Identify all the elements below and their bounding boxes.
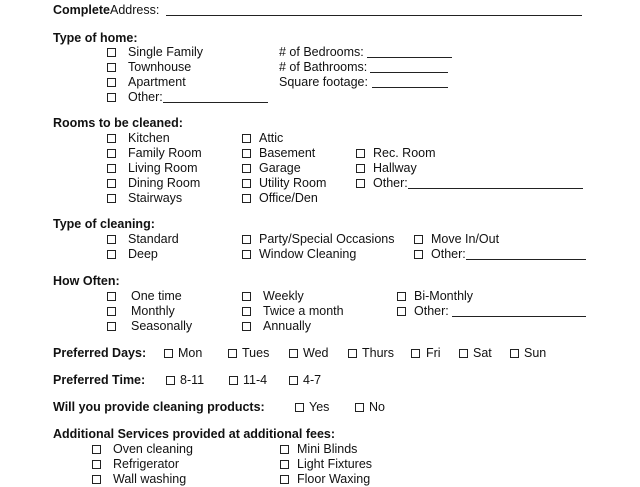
square-footage-label: Square footage: (279, 75, 368, 89)
checkbox-sat[interactable] (459, 349, 468, 358)
home-heading: Type of home: (53, 31, 138, 45)
checkbox-oven-cleaning[interactable] (92, 445, 101, 454)
checkbox-11-4[interactable] (229, 376, 238, 385)
bathrooms-field[interactable] (370, 72, 448, 73)
time-11-4: 11-4 (243, 373, 268, 387)
day-tues: Tues (242, 346, 270, 360)
checkbox-fri[interactable] (411, 349, 420, 358)
square-footage-field[interactable] (372, 87, 448, 88)
checkbox-single-family[interactable] (107, 48, 116, 57)
checkbox-seasonally[interactable] (107, 322, 116, 331)
checkbox-party[interactable] (242, 235, 251, 244)
checkbox-8-11[interactable] (166, 376, 175, 385)
day-wed: Wed (303, 346, 329, 360)
checkbox-often-other[interactable] (397, 307, 406, 316)
checkbox-yes[interactable] (295, 403, 304, 412)
checkbox-stairways[interactable] (107, 194, 116, 203)
checkbox-weekly[interactable] (242, 292, 251, 301)
rooms-heading: Rooms to be cleaned: (53, 116, 183, 130)
checkbox-mini-blinds[interactable] (280, 445, 289, 454)
opt-townhouse: Townhouse (128, 60, 192, 74)
often-twice-month: Twice a month (263, 304, 344, 318)
often-bi-monthly: Bi-Monthly (414, 289, 474, 303)
often-other: Other: (414, 304, 449, 318)
cleaning-heading: Type of cleaning: (53, 217, 155, 231)
often-annually: Annually (263, 319, 311, 333)
cleaning-move: Move In/Out (431, 232, 500, 246)
products-no: No (369, 400, 385, 414)
checkbox-living-room[interactable] (107, 164, 116, 173)
address-label-bold: Complete (53, 3, 110, 17)
opt-home-other: Other: (128, 90, 163, 104)
often-seasonally: Seasonally (131, 319, 193, 333)
room-living-room: Living Room (128, 161, 198, 175)
often-other-field[interactable] (452, 316, 586, 317)
home-other-field[interactable] (163, 102, 268, 103)
checkbox-mon[interactable] (164, 349, 173, 358)
day-sat: Sat (473, 346, 492, 360)
room-attic: Attic (259, 131, 284, 145)
checkbox-hallway[interactable] (356, 164, 365, 173)
checkbox-twice-month[interactable] (242, 307, 251, 316)
checkbox-4-7[interactable] (289, 376, 298, 385)
room-garage: Garage (259, 161, 301, 175)
checkbox-dining-room[interactable] (107, 179, 116, 188)
checkbox-wed[interactable] (289, 349, 298, 358)
checkbox-standard[interactable] (107, 235, 116, 244)
checkbox-light-fixtures[interactable] (280, 460, 289, 469)
services-heading: Additional Services provided at additional fees: (53, 427, 336, 441)
days-heading: Preferred Days: (53, 346, 147, 360)
checkbox-family-room[interactable] (107, 149, 116, 158)
bedrooms-field[interactable] (367, 57, 452, 58)
time-8-11: 8-11 (180, 373, 205, 387)
checkbox-office-den[interactable] (242, 194, 251, 203)
address-label: Address: (110, 3, 160, 17)
day-thurs: Thurs (362, 346, 394, 360)
cleaning-other-field[interactable] (466, 259, 586, 260)
checkbox-no[interactable] (355, 403, 364, 412)
cleaning-standard: Standard (128, 232, 179, 246)
often-monthly: Monthly (131, 304, 175, 318)
opt-apartment: Apartment (128, 75, 186, 89)
checkbox-utility-room[interactable] (242, 179, 251, 188)
checkbox-room-other[interactable] (356, 179, 365, 188)
time-4-7: 4-7 (303, 373, 322, 387)
bedrooms-label: # of Bedrooms: (279, 45, 364, 59)
cleaning-window: Window Cleaning (259, 247, 357, 261)
checkbox-sun[interactable] (510, 349, 519, 358)
often-heading: How Often: (53, 274, 120, 288)
checkbox-refrigerator[interactable] (92, 460, 101, 469)
room-rec-room: Rec. Room (373, 146, 436, 160)
service-floor-waxing: Floor Waxing (297, 472, 371, 486)
room-other-field[interactable] (408, 188, 583, 189)
day-sun: Sun (524, 346, 547, 360)
room-utility-room: Utility Room (259, 176, 327, 190)
cleaning-other: Other: (431, 247, 466, 261)
checkbox-deep[interactable] (107, 250, 116, 259)
checkbox-apartment[interactable] (107, 78, 116, 87)
service-mini-blinds: Mini Blinds (297, 442, 358, 456)
room-dining-room: Dining Room (128, 176, 201, 190)
checkbox-cleaning-other[interactable] (414, 250, 423, 259)
checkbox-home-other[interactable] (107, 93, 116, 102)
often-weekly: Weekly (263, 289, 304, 303)
day-fri: Fri (426, 346, 441, 360)
checkbox-thurs[interactable] (348, 349, 357, 358)
checkbox-bi-monthly[interactable] (397, 292, 406, 301)
checkbox-townhouse[interactable] (107, 63, 116, 72)
cleaning-party: Party/Special Occasions (259, 232, 395, 246)
service-wall-washing: Wall washing (113, 472, 187, 486)
room-office-den: Office/Den (259, 191, 318, 205)
often-one-time: One time (131, 289, 182, 303)
cleaning-deep: Deep (128, 247, 158, 261)
checkbox-window-cleaning[interactable] (242, 250, 251, 259)
products-yes: Yes (309, 400, 330, 414)
service-refrigerator: Refrigerator (113, 457, 179, 471)
room-other: Other: (373, 176, 408, 190)
checkbox-tues[interactable] (228, 349, 237, 358)
bathrooms-label: # of Bathrooms: (279, 60, 368, 74)
address-field[interactable] (166, 15, 582, 16)
checkbox-rec-room[interactable] (356, 149, 365, 158)
room-family-room: Family Room (128, 146, 202, 160)
service-light-fixtures: Light Fixtures (297, 457, 373, 471)
checkbox-one-time[interactable] (107, 292, 116, 301)
checkbox-move-in-out[interactable] (414, 235, 423, 244)
service-oven-cleaning: Oven cleaning (113, 442, 193, 456)
time-heading: Preferred Time: (53, 373, 146, 387)
room-hallway: Hallway (373, 161, 417, 175)
opt-single-family: Single Family (128, 45, 204, 59)
checkbox-basement[interactable] (242, 149, 251, 158)
products-heading: Will you provide cleaning products: (53, 400, 265, 414)
room-basement: Basement (259, 146, 316, 160)
checkbox-attic[interactable] (242, 134, 251, 143)
checkbox-garage[interactable] (242, 164, 251, 173)
checkbox-annually[interactable] (242, 322, 251, 331)
checkbox-kitchen[interactable] (107, 134, 116, 143)
room-stairways: Stairways (128, 191, 183, 205)
room-kitchen: Kitchen (128, 131, 170, 145)
day-mon: Mon (178, 346, 203, 360)
checkbox-monthly[interactable] (107, 307, 116, 316)
